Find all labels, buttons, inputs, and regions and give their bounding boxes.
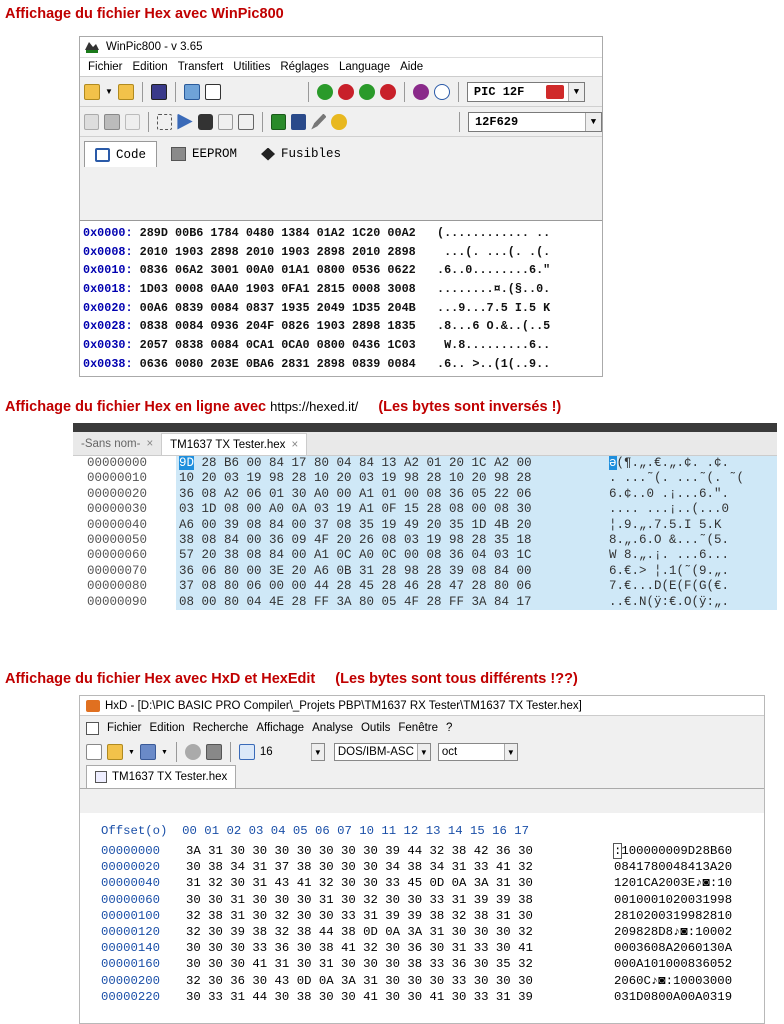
menu-recherche[interactable]: Recherche [192, 722, 249, 734]
hex-ascii: ........¤.(§..0. [436, 282, 551, 297]
tab-tm1637-label: TM1637 TX Tester.hex [170, 438, 286, 451]
menu-analyse[interactable]: Analyse [312, 722, 353, 734]
family-logo-icon [546, 85, 564, 99]
hex-ascii-text: (¶.„.€.„.¢. .¢. [616, 456, 730, 470]
hexed-panel [73, 423, 777, 610]
selected-byte[interactable]: 9D [179, 456, 195, 470]
tab-eeprom-label: EEPROM [192, 147, 238, 161]
hex-bytes: 10 20 03 19 98 28 10 20 03 19 98 28 10 20 98 28 [176, 471, 667, 486]
hex-row [83, 374, 602, 378]
hex-bytes: 32 30 39 38 32 38 44 38 0D 0A 3A 31 30 30 30 32 [186, 925, 533, 939]
hex-ascii [614, 843, 732, 859]
hex-address: 0x0030: [83, 338, 133, 353]
hex-row [80, 924, 765, 940]
winpic-window [79, 36, 603, 377]
hexed-url: https://hexed.it/ [270, 399, 359, 414]
hxd-title: HxD - [D:\PIC BASIC PRO Compiler\_Projets PBP\TM1637 RX Tester\TM1637 TX Tester.hex] [105, 699, 582, 712]
columns-icon[interactable] [239, 744, 255, 760]
hex-offset: 00000060 [101, 892, 161, 907]
file-doc-icon [95, 771, 107, 783]
charset-value: DOS/IBM-ASC [337, 746, 414, 758]
chevron-down-icon[interactable]: ▼ [585, 113, 601, 131]
offset-base-select[interactable] [438, 743, 518, 761]
hex-bytes: 30 38 34 31 37 38 30 30 30 34 38 34 31 33 41 32 [186, 860, 533, 875]
toolbar-separator [458, 82, 459, 102]
hardware-icon[interactable] [184, 84, 200, 100]
device-select[interactable] [468, 112, 602, 132]
tab-code[interactable] [84, 141, 157, 167]
hex-bytes: 57 20 38 08 84 00 A1 0C A0 0C 00 08 36 04 03 1C [176, 548, 667, 563]
toolbar-separator [148, 112, 149, 132]
hex-words: 00A6 0839 0084 0837 1935 2049 1D35 204B [132, 300, 437, 315]
erase-all-icon[interactable] [380, 84, 396, 100]
hex-bytes: 36 08 A2 06 01 30 A0 00 A1 01 00 08 36 05 22 06 [176, 487, 667, 502]
chevron-down-icon[interactable]: ▼ [568, 83, 584, 101]
find-icon[interactable] [198, 114, 213, 130]
family-select-value: PIC 12F [473, 84, 525, 99]
hex-row [83, 355, 602, 374]
hexed-tabs [73, 432, 777, 456]
hex-row [80, 875, 765, 891]
hex-offset: 00000160 [101, 957, 161, 972]
hxd-titlebar [80, 696, 764, 716]
charset-select[interactable] [334, 743, 431, 761]
hex-offset: 00000120 [101, 925, 161, 939]
hex-offset: 00000030 [87, 502, 148, 517]
heading-hxd [5, 671, 578, 687]
hex-row [73, 518, 777, 533]
toolbar-separator [230, 742, 231, 762]
hex-ascii: ..€.N(ÿ:€.O(ÿ:„. [607, 595, 777, 610]
hex-address: 0x0038: [83, 356, 133, 371]
hex-row [83, 224, 602, 243]
family-select[interactable] [467, 82, 585, 102]
hex-row [80, 940, 765, 956]
hex-ascii: 0841780048413A20 [614, 860, 733, 875]
hex-address: 0x0008: [83, 244, 133, 259]
winpic-titlebar [80, 37, 602, 58]
hxd-app-icon [86, 700, 100, 712]
chevron-down-icon[interactable]: ▼ [311, 744, 324, 760]
new-file-icon[interactable] [86, 744, 102, 760]
hxd-column-header: Offset(o) 00 01 02 03 04 05 06 07 10 11 12 13 14 15 16 17 [101, 824, 530, 838]
hex-offset: 00000080 [87, 579, 148, 594]
file-doc-icon [86, 722, 99, 735]
offset-base-value: oct [441, 746, 458, 758]
hex-words: 2057 0838 0084 0CA1 0CA0 0800 0436 1C03 [132, 338, 437, 353]
menu-edition[interactable]: Edition [149, 722, 185, 734]
run-icon[interactable] [331, 114, 346, 130]
hex-words: 0636 0080 203E 0BA6 2831 2898 0839 0084 [132, 356, 437, 371]
hex-ascii [607, 456, 777, 471]
winpic-toolbar-2 [80, 107, 602, 137]
hxd-menubar [80, 716, 764, 740]
hex-bytes: 38 08 84 00 36 09 4F 20 26 08 03 19 98 28 35 18 [176, 533, 667, 548]
hex-row [80, 892, 765, 908]
tab-code-label: Code [116, 147, 147, 162]
hex-ascii: 0003608A2060130A [614, 941, 733, 956]
winpic-app-icon [84, 40, 100, 54]
hex-offset: 00000070 [87, 563, 148, 578]
reload-file-icon[interactable] [118, 84, 134, 100]
hex-address: 0x0020: [83, 300, 133, 315]
cut-icon[interactable] [125, 114, 140, 130]
chevron-down-icon[interactable]: ▼ [105, 87, 113, 96]
hex-words: 289D 00B6 1784 0480 1384 01A2 1C20 00A2 [132, 226, 437, 240]
hex-words: 0836 06A2 3001 00A0 01A1 0800 0536 0622 [132, 263, 437, 278]
hex-ascii: 6.¢..0 .¡...6.". [607, 487, 777, 502]
tab-tm1637-tx-tester[interactable] [161, 433, 307, 455]
hex-offset: 00000220 [101, 989, 161, 1004]
hex-offset: 00000020 [87, 486, 148, 501]
program-all-icon[interactable] [338, 84, 354, 100]
pencil-icon[interactable] [311, 114, 326, 130]
hex-row [73, 595, 777, 610]
selected-char[interactable]: ǝ [609, 456, 617, 470]
read-all-icon[interactable] [317, 84, 333, 100]
hex-offset: 00000060 [87, 548, 148, 563]
menu-edition[interactable]: Edition [132, 61, 168, 73]
winpic-tabs [80, 137, 602, 167]
tab-label: TM1637 TX Tester.hex [112, 771, 228, 783]
toolbar-separator [176, 742, 177, 762]
hex-words: 0838 0084 0936 204F 0826 1903 2898 1835 [132, 319, 437, 334]
hex-row [80, 989, 765, 1005]
chevron-down-icon[interactable]: ▼ [417, 744, 430, 760]
heading-hxd-note: (Les bytes sont tous différents !??) [335, 671, 578, 687]
hex-bytes: 36 06 80 00 3E 20 A6 0B 31 28 98 28 39 08 84 00 [176, 564, 667, 579]
hex-ascii: ¦.9.„.7.5.I 5.K [607, 518, 777, 533]
hex-offset: 00000200 [101, 973, 161, 988]
heading-hexed-text: Affichage du fichier Hex en ligne avec [5, 399, 267, 415]
hex-ascii [437, 376, 550, 378]
hex-offset: 00000000 [87, 456, 148, 470]
fuse-icon [261, 148, 275, 161]
hex-address [83, 376, 133, 378]
info-icon[interactable] [434, 84, 450, 100]
hex-bytes: 30 30 30 33 36 30 38 41 32 30 36 30 31 33 30 41 [186, 941, 533, 956]
hex-bytes: A6 00 39 08 84 00 37 08 35 19 49 20 35 1D 4B 20 [176, 518, 667, 533]
detect-device-icon[interactable] [413, 84, 429, 100]
hxd-hex-view[interactable] [80, 813, 764, 1023]
goto-icon[interactable] [177, 114, 192, 130]
fill-icon[interactable] [238, 114, 253, 130]
hex-row [83, 299, 602, 318]
hxd-toolbar [80, 740, 764, 764]
menu-help[interactable]: ? [446, 722, 453, 734]
hex-bytes: 30 30 31 30 30 30 31 30 32 30 30 33 31 39 39 38 [186, 892, 533, 907]
hxd-window [79, 695, 765, 1024]
hex-row [73, 502, 777, 517]
hex-bytes-text: 28 B6 00 84 17 80 04 84 13 A2 01 20 1C A2 00 [194, 456, 532, 470]
hex-bytes: 30 33 31 44 30 38 30 30 41 30 30 41 30 33 31 39 [186, 989, 533, 1004]
heading-hxd-text: Affichage du fichier Hex avec HxD et HexEdit [5, 671, 316, 687]
eeprom-icon [171, 147, 186, 161]
hex-ascii: 2060C♪◙:10003000 [614, 973, 733, 988]
hex-ascii: 1201CA2003E♪◙:10 [614, 876, 733, 891]
hex-bytes [176, 456, 667, 471]
chip-icon[interactable] [291, 114, 306, 130]
hex-ascii: 0010001020031998 [614, 892, 733, 907]
hex-offset: 00000020 [101, 860, 161, 875]
hex-row [73, 487, 777, 502]
hex-row [73, 564, 777, 579]
hex-row [83, 243, 602, 262]
toolbar-separator [308, 82, 309, 102]
hex-ascii: .... ...¡..(...0 [607, 502, 777, 517]
menu-transfert[interactable]: Transfert [177, 61, 224, 73]
device-select-value: 12F629 [474, 114, 519, 129]
winpic-title: WinPic800 - v 3.65 [106, 41, 203, 53]
hex-bytes: 03 1D 08 00 A0 0A 03 19 A1 0F 15 28 08 00 08 30 [176, 502, 667, 517]
hex-row [80, 843, 765, 859]
save-icon[interactable] [140, 744, 156, 760]
hex-address: 0x0010: [83, 263, 133, 278]
hex-bytes: 37 08 80 06 00 00 44 28 45 28 46 28 47 28 80 06 [176, 579, 667, 594]
hex-ascii: 8.„.6.O &...˜(5. [607, 533, 777, 548]
hex-ascii: 031D0800A00A0319 [614, 989, 733, 1004]
hxd-tabrow [80, 764, 764, 789]
close-icon[interactable]: × [291, 438, 299, 451]
menu-aide[interactable]: Aide [400, 61, 424, 73]
select-icon[interactable] [157, 114, 172, 130]
hex-ascii: ...9...7.5 I.5 K [436, 300, 551, 315]
hex-bytes: 32 38 31 30 32 30 30 33 31 39 39 38 32 38 31 30 [186, 908, 533, 923]
open-folder-icon[interactable] [84, 84, 100, 100]
hex-row [73, 471, 777, 486]
heading-winpic: Affichage du fichier Hex avec WinPic800 [5, 6, 284, 22]
hex-ascii: .8...6 O.&..(..5 [436, 319, 551, 334]
winpic-hex-rows [83, 224, 602, 377]
hex-row [83, 336, 602, 355]
close-icon[interactable]: × [146, 438, 154, 450]
hex-row [83, 261, 602, 280]
code-icon [95, 148, 110, 162]
menu-fichier[interactable]: Fichier [88, 61, 123, 73]
heading-hexed-note: (Les bytes sont inversés !) [378, 399, 562, 415]
hex-ascii: .6.. >..(1(..9.. [436, 356, 551, 371]
hexed-topbar [73, 423, 777, 432]
tab-sans-nom[interactable] [73, 433, 161, 455]
verify-icon[interactable] [205, 84, 221, 100]
settings-icon[interactable] [271, 114, 286, 130]
copy-icon[interactable] [84, 114, 99, 130]
hex-ascii: 7.€...D(E(F(G(€. [607, 579, 777, 594]
hex-offset: 00000040 [87, 517, 148, 532]
hex-ascii: W 8.„.¡. ...6... [607, 548, 777, 563]
hex-words: 1D03 0008 0AA0 1903 0FA1 2815 0008 3008 [132, 282, 437, 297]
replace-icon[interactable] [218, 114, 233, 130]
toolbar-separator [404, 82, 405, 102]
hex-row [73, 579, 777, 594]
tab-fusibles[interactable] [251, 141, 351, 167]
toolbar-separator [459, 112, 460, 132]
verify-all-icon[interactable] [359, 84, 375, 100]
hex-ascii: 6.€.> ¦.1(˜(9.„. [607, 564, 777, 579]
hex-offset: 00000100 [101, 908, 161, 923]
menu-utilities[interactable]: Utilities [233, 61, 271, 73]
hex-offset: 00000050 [87, 533, 148, 547]
tab-eeprom[interactable] [161, 141, 247, 167]
bytes-per-row-select[interactable] [311, 743, 325, 761]
hex-bytes: 30 30 30 41 31 30 31 30 30 30 38 33 36 30 35 32 [186, 957, 533, 972]
hex-row [73, 533, 777, 548]
toolbar-separator [175, 82, 176, 102]
menu-reglages[interactable]: Réglages [280, 61, 329, 73]
tab-fusibles-label: Fusibles [281, 147, 342, 161]
hex-bytes: 32 30 36 30 43 0D 0A 3A 31 30 30 30 33 30 30 30 [186, 973, 533, 988]
hex-ascii: .6..0........6." [436, 263, 551, 278]
hex-address: 0x0018: [83, 282, 133, 297]
menu-affichage[interactable]: Affichage [256, 722, 305, 734]
winpic-menubar [80, 58, 602, 77]
chevron-down-icon[interactable]: ▼ [128, 748, 135, 756]
hex-row [80, 908, 765, 924]
ram-icon[interactable] [206, 744, 222, 760]
winpic-toolbar-1 [80, 77, 602, 107]
hex-offset: 00000000 [101, 844, 161, 858]
hex-ascii-text: 100000009D28B60 [621, 844, 733, 858]
hex-bytes: 31 32 30 31 43 41 32 30 30 33 45 0D 0A 3A 31 30 [186, 876, 533, 891]
hex-row [83, 280, 602, 299]
menu-fenetre[interactable]: Fenêtre [398, 722, 439, 734]
menu-language[interactable]: Language [338, 61, 391, 73]
bytes-per-row: 16 [259, 746, 273, 758]
hex-bytes: 3A 31 30 30 30 30 30 30 30 39 44 32 38 42 36 30 [186, 844, 533, 858]
hex-offset: 00000140 [101, 941, 161, 956]
hex-ascii: W.8.........6.. [436, 338, 551, 353]
chevron-down-icon[interactable]: ▼ [504, 744, 517, 760]
hexed-hex-view[interactable] [73, 456, 777, 610]
hex-row [80, 973, 765, 989]
toolbar-separator [262, 112, 263, 132]
hex-words: 2010 1903 2898 2010 1903 2898 2010 2898 [132, 244, 437, 259]
tab-sans-nom-label: -Sans nom- [81, 438, 141, 450]
caret-char[interactable]: : [614, 844, 622, 858]
chevron-down-icon[interactable]: ▼ [160, 748, 168, 756]
hex-ascii: . ...˜(. ...˜(. ˜( [607, 471, 777, 486]
heading-hexed [5, 399, 561, 415]
tab-tm1637-tx-tester[interactable] [86, 765, 236, 788]
hex-words [133, 376, 437, 378]
hex-row [73, 548, 777, 563]
toolbar-separator [142, 82, 143, 102]
hex-row [73, 456, 777, 471]
hex-bytes: 08 00 80 04 4E 28 FF 3A 80 05 4F 28 FF 3A 84 17 [176, 595, 667, 610]
paste-icon[interactable] [104, 114, 119, 130]
hex-address: 0x0028: [83, 319, 133, 334]
hex-row [83, 317, 602, 336]
hex-ascii: ...(. ...(. .(. [436, 244, 551, 259]
disk-icon[interactable] [185, 744, 201, 760]
open-folder-icon[interactable] [107, 744, 123, 760]
hex-offset: 00000040 [101, 876, 161, 891]
hex-ascii: (............ .. [436, 226, 551, 240]
hex-address: 0x0000: [83, 226, 133, 240]
save-icon[interactable] [151, 84, 167, 100]
menu-fichier[interactable]: Fichier [107, 722, 142, 734]
hex-row [80, 956, 765, 972]
hex-ascii: 2810200319982810 [614, 908, 733, 923]
hex-row [80, 859, 765, 875]
hex-offset: 00000090 [87, 594, 148, 609]
hex-ascii: 000A101000836052 [614, 957, 733, 972]
menu-outils[interactable]: Outils [360, 722, 391, 734]
hex-ascii: 209828D8♪◙:10002 [614, 925, 733, 939]
winpic-hex-view[interactable] [80, 220, 602, 376]
hex-offset: 00000010 [87, 471, 148, 486]
